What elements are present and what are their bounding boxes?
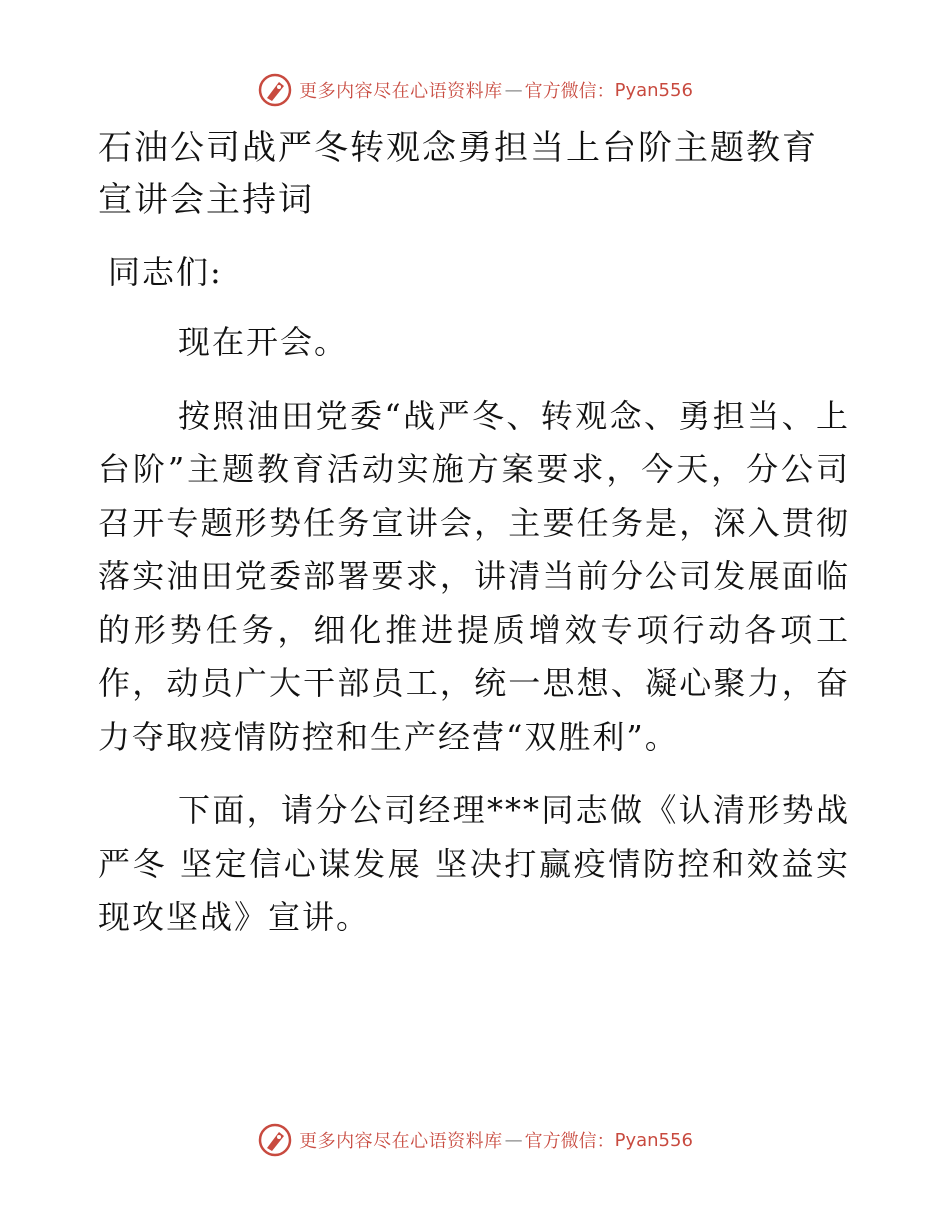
watermark-main-text: 更多内容尽在心语资料库 [299,81,503,102]
document-body [98,122,850,965]
watermark-wechat-id: Pyan556 [614,79,693,101]
paragraph-opening: 现在开会。 [178,323,349,361]
watermark-wechat-label: 官方微信： [524,81,615,102]
paragraph-next-speaker: 下面，请分公司经理***同志做《认清形势战严冬 坚定信心谋发展 坚决打赢疫情防控和效益实现攻坚战》宣讲。 [98,791,850,936]
footer-watermark [0,1120,950,1160]
document-title: 石油公司战严冬转观念勇担当上台阶主题教育宣讲会主持词 [98,128,818,220]
watermark-separator: — [504,1129,523,1151]
pen-nib-logo-icon [257,72,293,108]
header-watermark [0,70,950,110]
watermark-main-text: 更多内容尽在心语资料库 [299,1131,503,1152]
salutation: 同志们: [108,253,223,291]
watermark-separator: — [504,79,523,101]
watermark-wechat-label: 官方微信： [524,1131,615,1152]
paragraph-purpose: 按照油田党委“战严冬、转观念、勇担当、上台阶”主题教育活动实施方案要求，今天，分公司召开专题形势任务宣讲会，主要任务是，深入贯彻落实油田党委部署要求，讲清当前分公司发展面临的形势任务，细化推进提质增效专项行动各项工作，动员广大干部员工，统一思想、凝心聚力，奋力夺取疫情防控和生产经营“双胜利”。 [98,396,850,756]
watermark-wechat-id: Pyan556 [614,1129,693,1151]
pen-nib-logo-icon [257,1122,293,1158]
